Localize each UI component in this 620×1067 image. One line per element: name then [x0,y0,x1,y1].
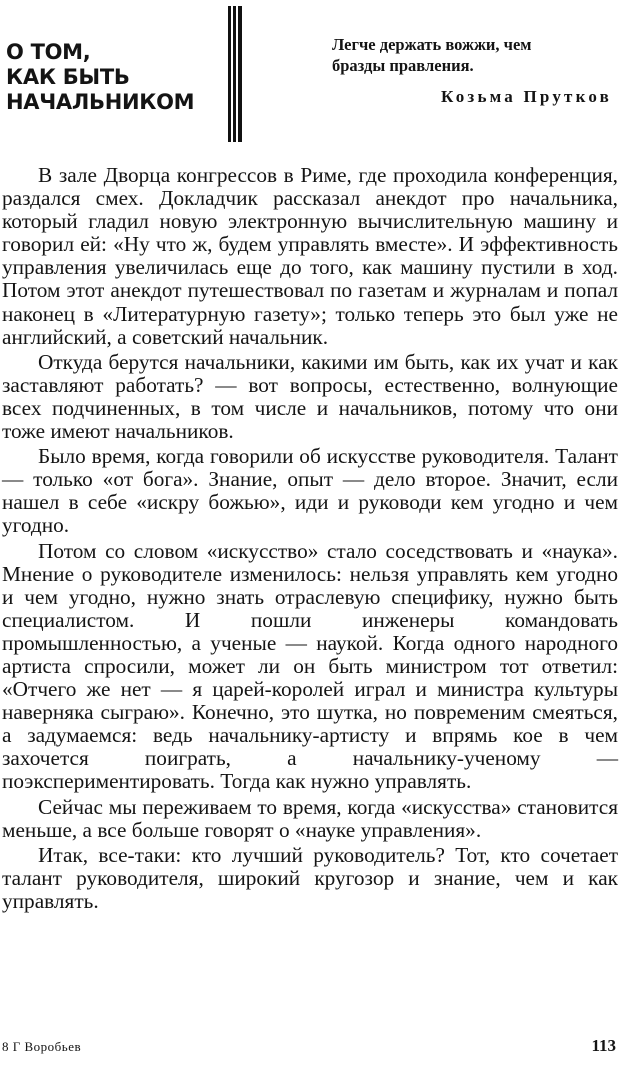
title-line-1: О ТОМ, [6,40,91,64]
epigraph [292,34,612,107]
page-number: 113 [591,1036,616,1055]
paragraph-1: В зале Дворца конгрессов в Риме, где проходила конференция, раздался смех. Докладчик рассказал анекдот про начальника, который гладил новую электронную вычислительную машину и говорил ей: «Ну что ж, будем управлять вместе». И эффективность управления увеличилась еще до того, как машину пустили в ход. Потом этот анекдот путешествовал по газетам и журналам и попал наконец в «Литературную газету»; только теперь это был уже не английский, а советский начальник. [2,163,618,349]
decorative-bar-3 [238,6,242,142]
decorative-bar-2 [233,6,236,142]
page-footer [2,1036,616,1056]
epigraph-quote-line-2: бразды правления. [332,56,474,75]
printer-signature: 8 Г Воробьев [2,1039,82,1054]
epigraph-author: Козьма Прутков [441,87,612,106]
decorative-bars [228,6,242,142]
paragraph-2: Откуда берутся начальники, какими им быть, как их учат и как заставляют работать? — вот вопросы, естественно, волнующие всех подчиненных, в том числе и начальников, потому что они тоже имеют начальников. [2,349,618,444]
article-body [2,164,618,913]
paragraph-4: Потом со словом «искусство» стало соседствовать и «наука». Мнение о руководителе изменилось: нельзя управлять кем угодно и чем угодно, нужно знать отраслевую специфику, нужно быть специалистом. И пошли инженеры командовать промышленностью, а ученые — наукой. Когда одного народного артиста спросили, может ли он быть министром тот ответил: «Отчего же нет — я царей-королей играл и министра культуры наверняка сыграю». Конечно, это шутка, но повременим смеяться, а задумаемся: ведь начальнику-артисту и впрямь кое в чем захочется поиграть, а начальнику-ученому — поэкспериментировать. Тогда как нужно управлять. [2,538,618,794]
decorative-bar-1 [228,6,231,142]
title-line-2: КАК БЫТЬ [6,65,130,89]
paragraph-5: Сейчас мы переживаем то время, когда «искусства» становится меньше, а все больше говорят о «науке управления». [2,794,618,842]
paragraph-3: Было время, когда говорили об искусстве руководителя. Талант — только «от бога». Знание, опыт — дело второе. Значит, если нашел в себе «искру божью», иди и руководи кем угодно и чем угодно. [2,444,618,538]
article-title [6,40,206,115]
epigraph-quote-line-1: Легче держать вожжи, чем [332,35,532,54]
title-line-3: НАЧАЛЬНИКОМ [6,90,195,114]
paragraph-6: Итак, все-таки: кто лучший руководитель? Тот, кто сочетает талант руководителя, широкий кругозор и знание, чем и как управлять. [2,842,618,913]
